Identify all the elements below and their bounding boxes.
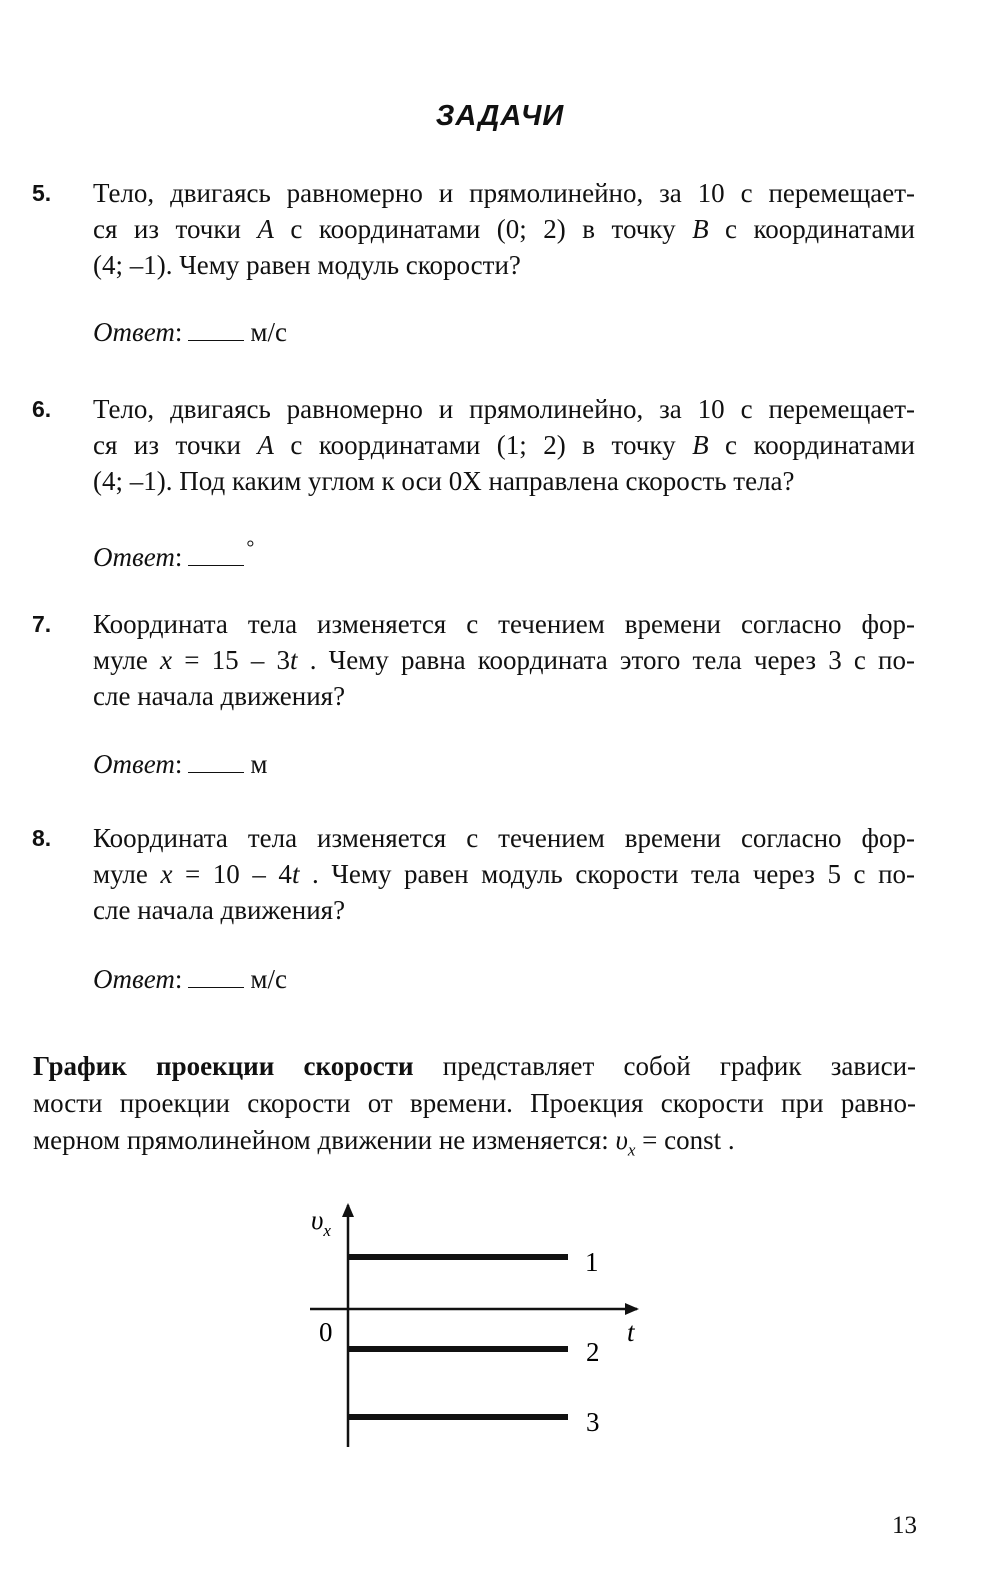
answer-unit: м/с — [250, 317, 287, 347]
problem-number: 8. — [32, 825, 52, 851]
answer-unit: м/с — [250, 964, 287, 994]
problem-line: Координата тела изменяется с течением времени согласно фор- — [93, 823, 915, 853]
answer-7: Ответ: м — [93, 746, 267, 782]
answer-blank[interactable] — [188, 314, 244, 341]
problem-line: ся из точки A с координатами (0; 2) в точку B с координатами — [93, 214, 915, 244]
line-label-3: 3 — [586, 1407, 600, 1437]
problem-line: (4; –1). Чему равен модуль скорости? — [93, 250, 521, 280]
answer-6: Ответ: ° — [93, 537, 255, 572]
problem-line: муле x = 10 – 4t . Чему равен модуль скорости тела через 5 с по- — [93, 859, 916, 889]
page-number: 13 — [892, 1512, 917, 1539]
section-heading: ЗАДАЧИ — [435, 100, 565, 132]
problem-text — [93, 391, 915, 499]
problem-text — [93, 820, 915, 928]
problem-line: муле x = 15 – 3t . Чему равна координата этого тела через 3 с по- — [93, 645, 915, 675]
answer-label: Ответ — [93, 317, 175, 347]
velocity-projection-graph — [300, 1195, 660, 1460]
problem-number: 7. — [32, 611, 52, 637]
problem-line: Тело, двигаясь равномерно и прямолинейно, за 10 с перемещает- — [93, 178, 915, 208]
problem-line: Тело, двигаясь равномерно и прямолинейно, за 10 с перемещает- — [93, 394, 915, 424]
answer-label: Ответ — [93, 964, 175, 994]
origin-label: 0 — [319, 1317, 333, 1347]
formula-v: υ — [615, 1125, 628, 1155]
answer-blank[interactable] — [188, 961, 244, 988]
problem-text — [93, 175, 915, 283]
line-label-2: 2 — [586, 1337, 600, 1367]
x-axis-label: t — [627, 1317, 635, 1347]
bold-term: График проекции скорости — [33, 1051, 414, 1081]
problem-line: сле начала движения? — [93, 895, 346, 925]
answer-label: Ответ — [93, 542, 175, 572]
paragraph-line-1: График проекции скорости представляет собой график зависи- — [33, 1051, 917, 1081]
formula-rest: = const . — [635, 1125, 735, 1155]
definition-paragraph — [33, 1048, 916, 1159]
problem-number: 6. — [32, 396, 52, 422]
answer-5: Ответ: м/с — [93, 314, 287, 350]
answer-blank[interactable] — [188, 746, 244, 773]
y-axis-label: $\upsilon_x$ — [311, 1205, 331, 1240]
answer-blank[interactable] — [188, 539, 244, 566]
problem-line: (4; –1). Под каким углом к оси 0X направлена скорость тела? — [93, 466, 795, 496]
problem-line: ся из точки A с координатами (1; 2) в точку B с координатами — [93, 430, 915, 460]
answer-unit: м — [250, 749, 268, 779]
formula-sub: x — [627, 1140, 636, 1160]
problem-line: сле начала движения? — [93, 681, 346, 711]
problem-line: Координата тела изменяется с течением времени согласно фор- — [93, 609, 915, 639]
problem-text — [93, 606, 915, 714]
answer-label: Ответ — [93, 749, 175, 779]
line-label-1: 1 — [585, 1247, 599, 1277]
answer-unit: ° — [246, 537, 255, 559]
problem-number: 5. — [32, 180, 52, 206]
paragraph-line-2: мости проекции скорости от времени. Проекция скорости при равно- — [33, 1088, 916, 1118]
answer-8: Ответ: м/с — [93, 961, 287, 997]
paragraph-line-3: мерном прямолинейном движении не изменяется: $\upsilon_x$ = const . — [33, 1125, 735, 1160]
